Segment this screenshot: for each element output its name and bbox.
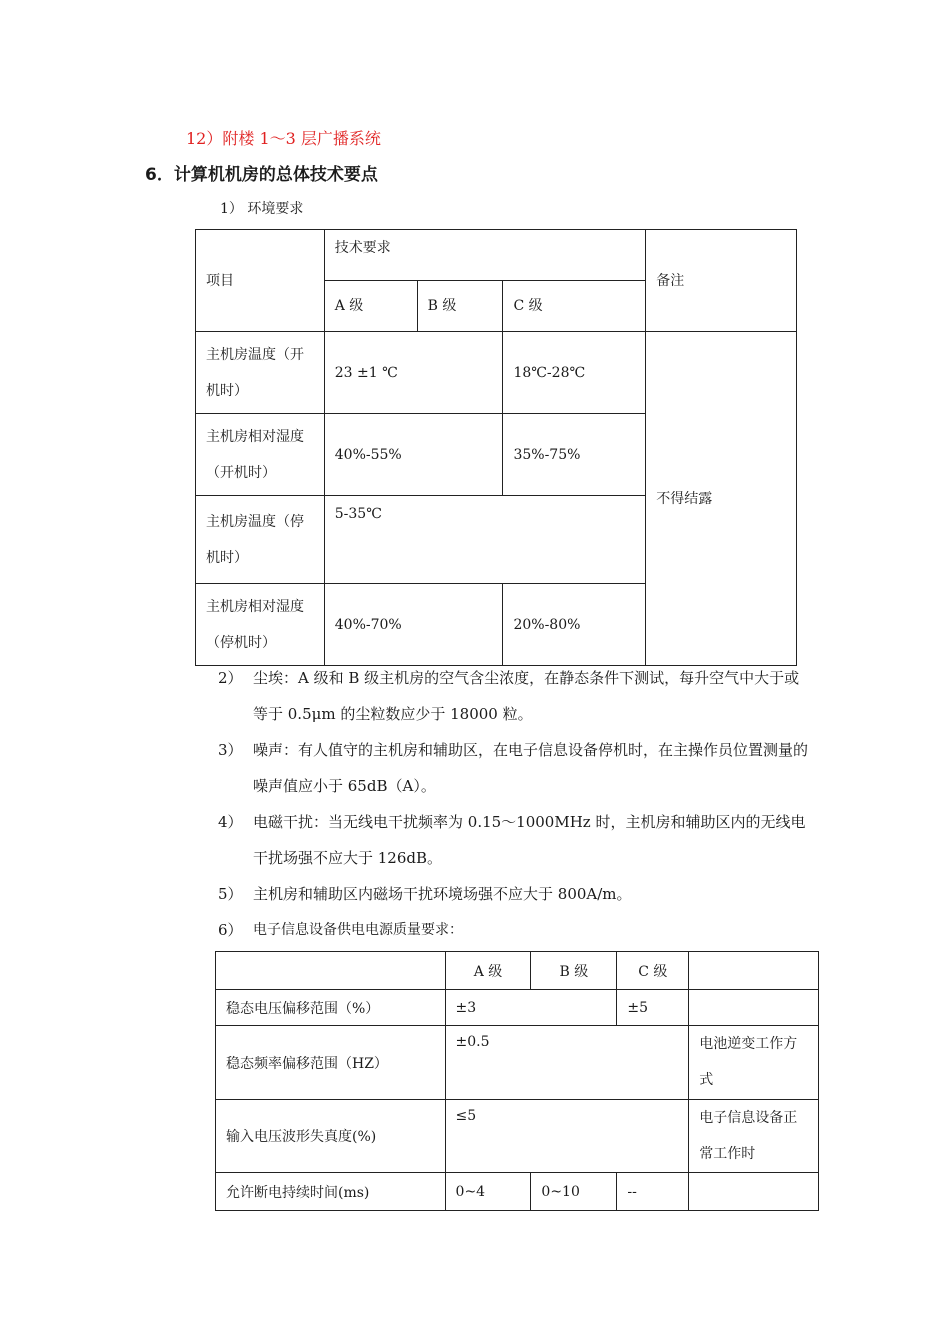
row-label: 允许断电持续时间(ms) <box>216 1173 446 1211</box>
section-heading: 6．计算机机房的总体技术要点 <box>145 165 378 185</box>
header-item: 项目 <box>196 230 325 332</box>
header-empty <box>216 952 446 990</box>
row-abc-value: ≤5 <box>445 1100 689 1173</box>
header-note-empty <box>689 952 819 990</box>
row-c-value: ±5 <box>617 990 689 1026</box>
header-tech: 技术要求 <box>324 230 646 281</box>
row-c-value: -- <box>617 1173 689 1211</box>
row-ab-value: ±3 <box>445 990 617 1026</box>
row-c-value: 35%-75% <box>503 414 646 496</box>
row-item: 主机房温度（停机时） <box>196 496 325 584</box>
para-noise: 噪声：有人值守的主机房和辅助区，在电子信息设备停机时，在主操作员位置测量的噪声值应小于 65dB（A）。 <box>253 741 809 795</box>
row-a-value: 0~4 <box>445 1173 531 1211</box>
row-c-value: 20%-80% <box>503 584 646 666</box>
row-item: 主机房温度（开机时） <box>196 332 325 414</box>
power-quality-table <box>215 951 819 1211</box>
para-dust: 尘埃：A 级和 B 级主机房的空气含尘浓度，在静态条件下测试，每升空气中大于或等于 0.5μm 的尘粒数应少于 18000 粒。 <box>253 669 800 723</box>
section-subheading: 12）附楼 1～3 层广播系统 <box>186 129 381 148</box>
environment-table <box>195 229 797 666</box>
para-magnetic: 主机房和辅助区内磁场干扰环境场强不应大于 800A/m。 <box>253 885 632 903</box>
row-c-value: 18℃-28℃ <box>503 332 646 414</box>
row-item: 主机房相对湿度（开机时） <box>196 414 325 496</box>
para-number: 3） <box>218 741 243 759</box>
row-label: 稳态电压偏移范围（%） <box>216 990 446 1026</box>
row-b-value: 0~10 <box>531 1173 617 1211</box>
row-note: 电池逆变工作方式 <box>689 1026 819 1100</box>
para-number: 4） <box>218 813 243 831</box>
env-label: 1） 环境要求 <box>220 201 304 217</box>
para-power: 电子信息设备供电电源质量要求： <box>253 922 463 938</box>
row-note-empty <box>689 990 819 1026</box>
header-grade-b: B 级 <box>531 952 617 990</box>
para-emi: 电磁干扰：当无线电干扰频率为 0.15～1000MHz 时，主机房和辅助区内的无线电干扰场强不应大于 126dB。 <box>253 813 806 867</box>
header-grade-c: C 级 <box>617 952 689 990</box>
note-cell: 不得结露 <box>646 332 797 666</box>
header-grade-a: A 级 <box>324 281 417 332</box>
header-note: 备注 <box>646 230 797 332</box>
para-number: 5） <box>218 885 243 903</box>
header-grade-c: C 级 <box>503 281 646 332</box>
row-item: 主机房相对湿度（停机时） <box>196 584 325 666</box>
row-ab-value: 23 ±1 ℃ <box>324 332 503 414</box>
row-ab-value: 40%-55% <box>324 414 503 496</box>
para-number: 6） <box>218 921 243 939</box>
row-label: 输入电压波形失真度(%) <box>216 1100 446 1173</box>
header-grade-a: A 级 <box>445 952 531 990</box>
row-abc-value: ±0.5 <box>445 1026 689 1100</box>
row-note: 电子信息设备正常工作时 <box>689 1100 819 1173</box>
para-number: 2） <box>218 669 243 687</box>
header-grade-b: B 级 <box>417 281 503 332</box>
row-ab-value: 40%-70% <box>324 584 503 666</box>
row-label: 稳态频率偏移范围（HZ） <box>216 1026 446 1100</box>
row-note-empty <box>689 1173 819 1211</box>
row-abc-value: 5-35℃ <box>324 496 646 584</box>
